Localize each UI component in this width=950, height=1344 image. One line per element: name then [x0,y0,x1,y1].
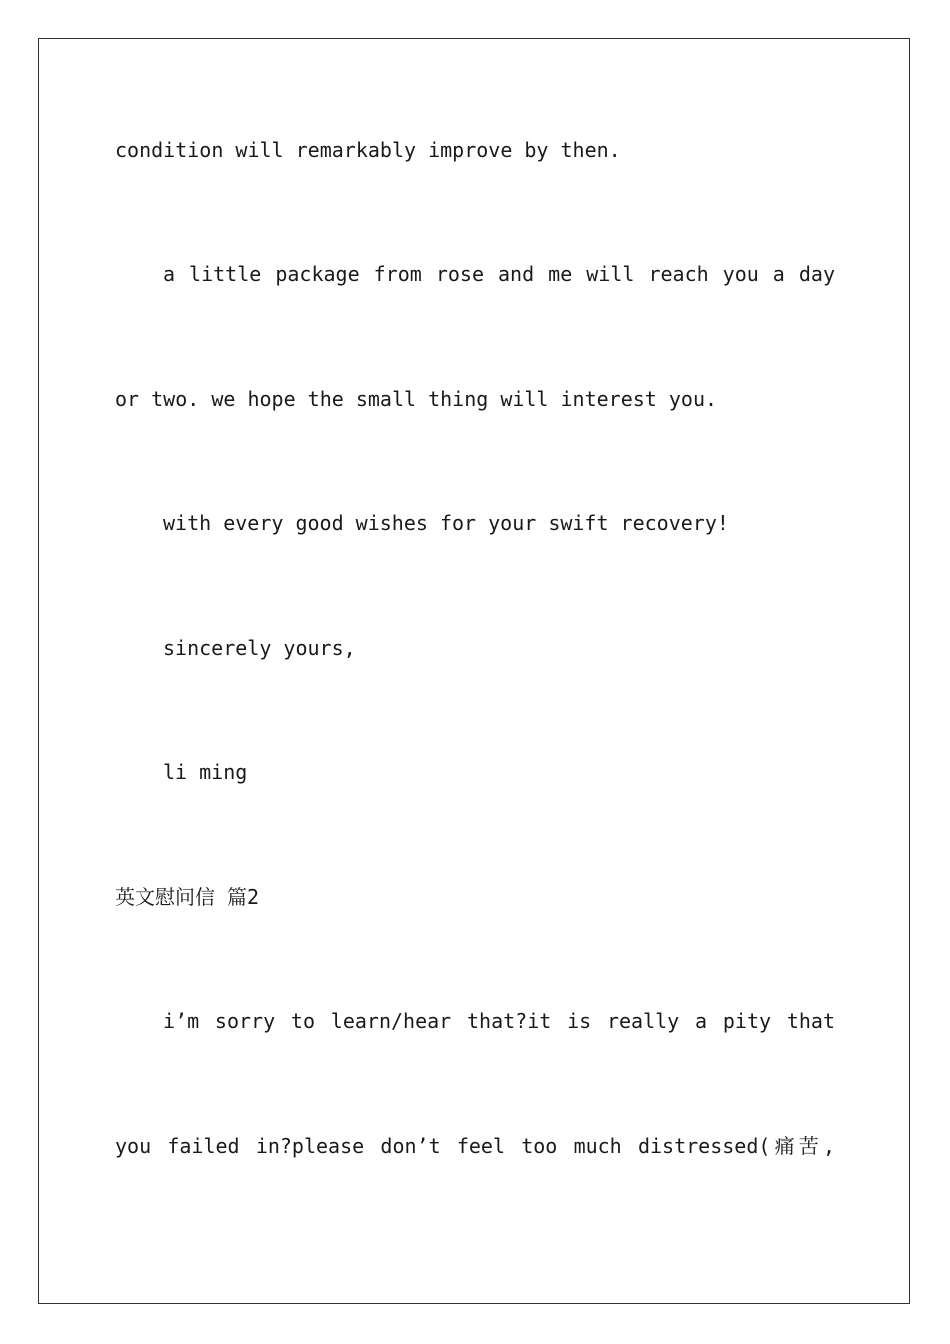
text-line: a little package from rose and me will reach you a day [163,262,835,286]
text-line: you failed in?please don’t feel too much distressed(痛苦, [115,1134,835,1158]
text-line: i’m sorry to learn/hear that?it is really a pity that [163,1009,835,1033]
text-line: sincerely yours, [163,636,356,660]
text-line: or two. we hope the small thing will interest you. [115,387,718,411]
signature-name: li ming [163,760,248,784]
text-line: with every good wishes for your swift recovery! [163,511,729,535]
page-frame [38,38,910,1304]
text-line: condition will remarkably improve by then. [115,138,621,162]
section-heading: 英文慰问信 篇2 [115,885,260,909]
